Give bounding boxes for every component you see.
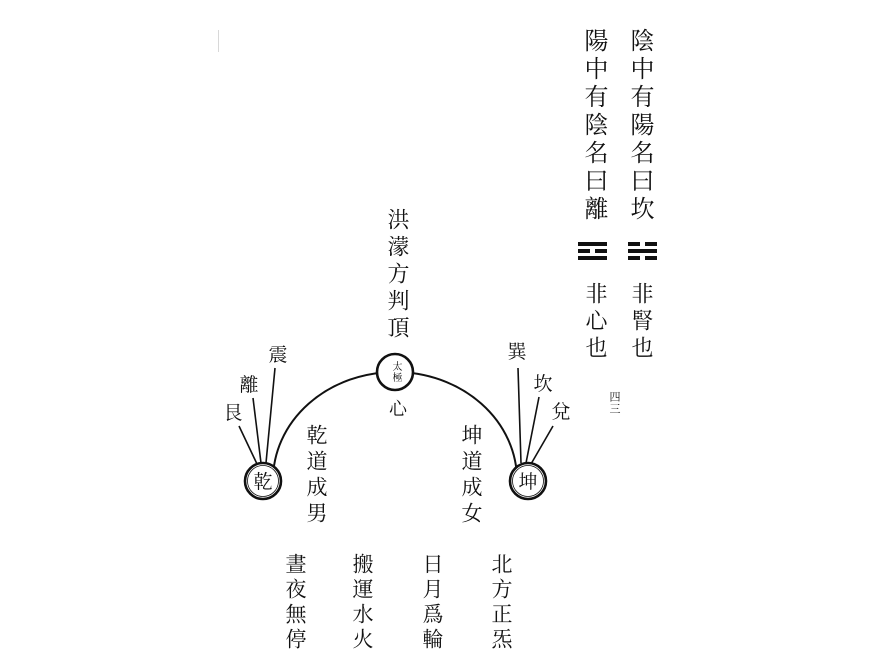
kun-branch-line-dui — [531, 426, 553, 464]
kun-branch-dui: 兌 — [551, 401, 571, 423]
bottom-column-2: 日月爲輪 — [420, 553, 444, 653]
taiji-circle-label: 太極 — [390, 361, 401, 383]
bottom-column-1: 北方正炁 — [489, 553, 513, 653]
qian-circle-label: 乾 — [253, 471, 273, 493]
qian-branch-line-zhen — [266, 368, 275, 463]
kun-caption: 坤道成女 — [459, 424, 483, 528]
qian-branch-li: 離 — [239, 374, 259, 396]
kan-trigram-icon — [628, 242, 657, 260]
center-title: 洪濛方判頂 — [384, 208, 409, 343]
qian-caption: 乾道成男 — [304, 424, 328, 528]
kan-note: 非腎也 — [628, 282, 653, 363]
kun-branch-xun: 巽 — [507, 341, 527, 363]
qian-branch-line-gen — [239, 426, 257, 464]
heart-label: 心 — [386, 399, 407, 417]
kan-column: 陰中有陽名曰坎 — [626, 28, 654, 224]
bottom-column-3: 搬運水火 — [350, 553, 374, 653]
kun-circle-label: 坤 — [518, 471, 538, 493]
li-trigram-icon — [578, 242, 607, 260]
li-note: 非心也 — [582, 282, 607, 363]
qian-branch-gen: 艮 — [223, 402, 243, 424]
qian-branch-zhen: 震 — [268, 344, 288, 366]
page-number: 四三 — [608, 391, 621, 415]
bottom-column-4: 晝夜無停 — [283, 553, 307, 653]
li-column: 陽中有陰名曰離 — [580, 28, 608, 224]
qian-branch-line-li — [253, 398, 261, 463]
kun-branch-line-xun — [518, 368, 521, 463]
kun-branch-kan: 坎 — [533, 373, 553, 395]
